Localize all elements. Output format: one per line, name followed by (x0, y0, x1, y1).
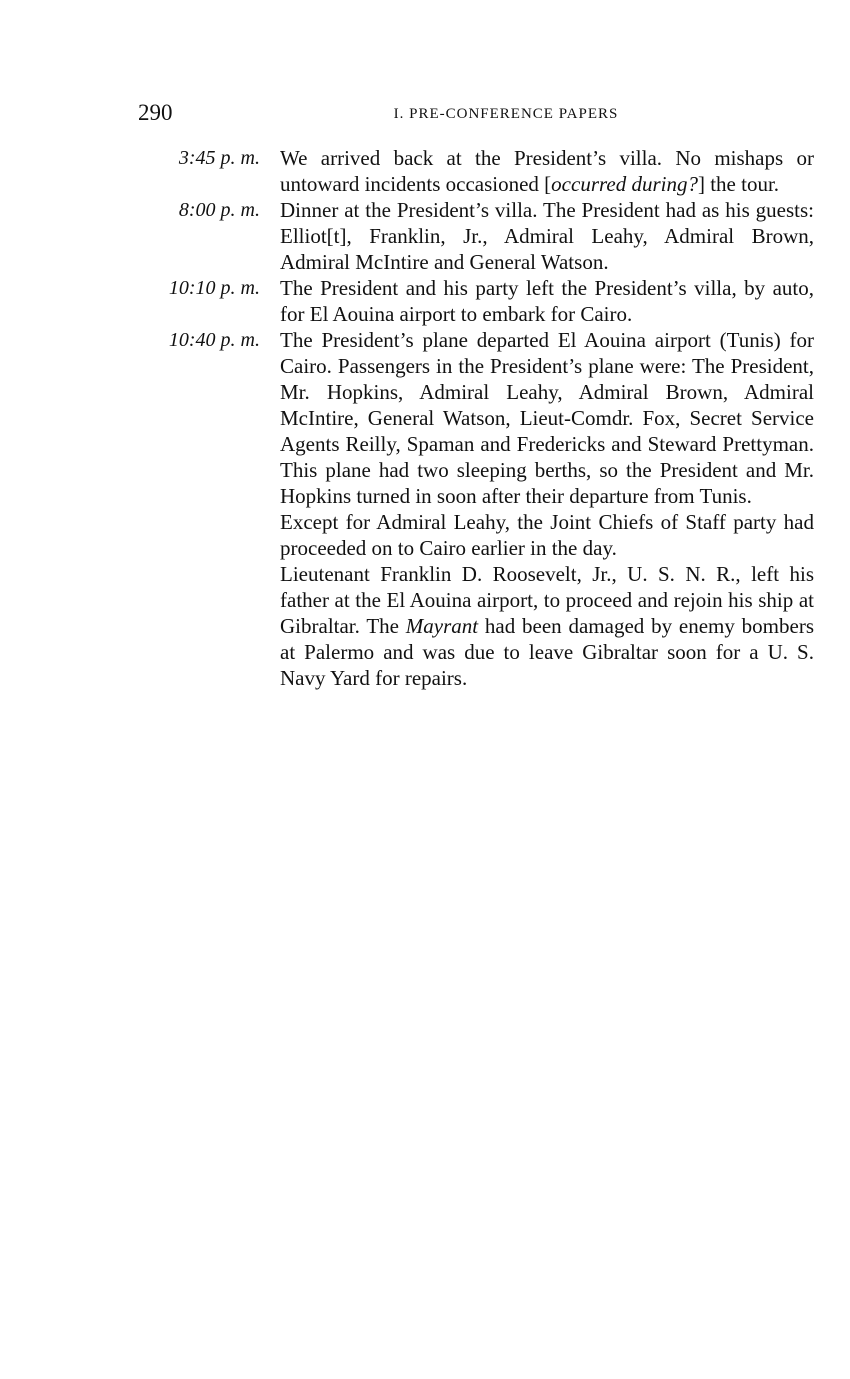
diary-entry (138, 327, 814, 691)
entry-paragraph: The President and his party left the President’s villa, by auto, for El Aouina airport to embark for Cairo. (280, 276, 814, 326)
entry-time: 10:40 p. m. (168, 329, 260, 351)
entry-text-part: We arrived back at the President’s villa. No mishaps or untoward incidents occasioned [ (280, 146, 814, 196)
ship-name: Mayrant (405, 614, 479, 638)
entry-text-part: Lieutenant Franklin D. Roosevelt, Jr., U. S. N. R., left his father at the El Aouina airport, to proceed and rejoin his ship at Gibraltar. The (280, 562, 814, 638)
entry-paragraph: Dinner at the President’s villa. The President had as his guests: Elliot[t], Franklin, Jr., Admiral Leahy, Admiral Brown, Admiral McIntire and General Watson. (280, 198, 814, 274)
running-head: I. PRE-CONFERENCE PAPERS (393, 106, 619, 122)
entry-text (280, 197, 814, 275)
entry-text (280, 327, 814, 691)
diary-entries (138, 145, 814, 691)
diary-entry (138, 145, 814, 197)
entry-time: 10:10 p. m. (168, 277, 260, 299)
entry-text-part: ] the tour. (697, 172, 780, 196)
entry-text (280, 275, 814, 327)
diary-entry (138, 197, 814, 275)
page-header (138, 100, 814, 130)
diary-entry (138, 275, 814, 327)
entry-time: 8:00 p. m. (178, 199, 260, 221)
page-number: 290 (138, 100, 173, 125)
entry-time: 3:45 p. m. (178, 147, 260, 169)
entry-paragraph: Except for Admiral Leahy, the Joint Chiefs of Staff party had proceeded on to Cairo earlier in the day. (280, 510, 814, 560)
entry-text (280, 145, 814, 197)
entry-paragraph: The President’s plane departed El Aouina airport (Tunis) for Cairo. Passengers in the President’s plane were: The President, Mr. Hopkins, Admiral Leahy, Admiral Brown, Admiral McIntire, General Watson, Lieut-Comdr. Fox, Secret Service Agents Reilly, Spaman and Fredericks and Steward Prettyman. This plane had two sleeping berths, so the President and Mr. Hopkins turned in soon after their departure from Tunis. (280, 328, 814, 508)
entry-paragraph (280, 145, 814, 197)
entry-paragraph (280, 561, 814, 691)
editorial-note: occurred during? (551, 172, 698, 196)
entry-text-part: had been damaged by enemy bombers at Palermo and was due to leave Gibraltar soon for a U. S. Navy Yard for repairs. (280, 614, 814, 690)
